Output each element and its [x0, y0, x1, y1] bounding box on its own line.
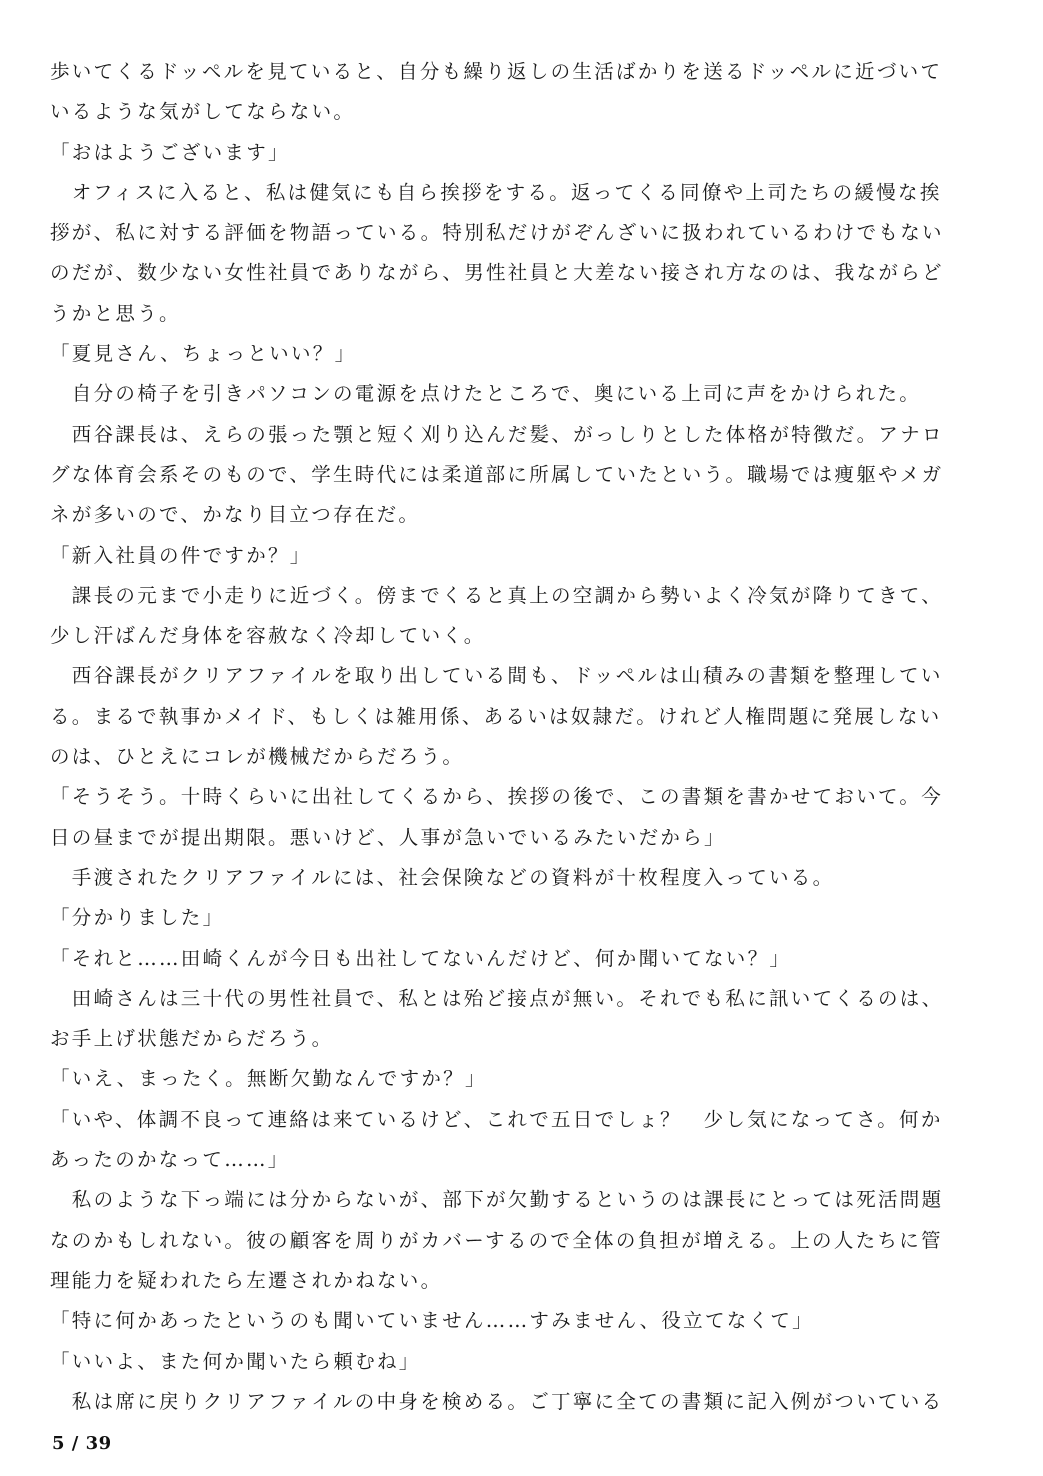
text-line: のは、ひとえにコレが機械だからだろう。 [50, 745, 465, 769]
text-line: 「いや、体調不良って連絡は来ているけど、これで五日でしょ？ 少し気になってさ。何か [50, 1107, 943, 1131]
text-line: お手上げ状態だからだろう。 [50, 1027, 334, 1051]
text-line: 課長の元まで小走りに近づく。傍までくると真上の空調から勢いよく冷気が降りてきて、 [50, 583, 944, 607]
text-line: 手渡されたクリアファイルには、社会保険などの資料が十枚程度入っている。 [50, 865, 835, 889]
text-line: 「新入社員の件ですか？」 [50, 543, 312, 567]
text-line: なのかもしれない。彼の顧客を周りがカバーするので全体の負担が増える。上の人たちに管 [50, 1228, 943, 1252]
text-line: 西谷課長は、えらの張った顎と短く刈り込んだ髪、がっしりとした体格が特徴だ。アナロ [50, 422, 944, 446]
text-line: 少し汗ばんだ身体を容赦なく冷却していく。 [50, 624, 486, 648]
text-line: のだが、数少ない女性社員でありながら、男性社員と大差ない接され方なのは、我ながらど [50, 261, 944, 285]
text-line: 「夏見さん、ちょっといい？」 [50, 342, 357, 366]
text-line: うかと思う。 [50, 301, 181, 325]
text-line: グな体育会系そのもので、学生時代には柔道部に所属していたという。職場では痩躯やメガ [50, 462, 944, 486]
text-line: 「そうそう。十時くらいに出社してくるから、挨拶の後で、この書類を書かせておいて。今 [50, 785, 944, 809]
text-line: 西谷課長がクリアファイルを取り出している間も、ドッペルは山積みの書類を整理してい [50, 664, 943, 688]
body-text [50, 52, 990, 1422]
text-line: 「特に何かあったというのも聞いていません……すみません、役立てなくて」 [50, 1309, 814, 1333]
page-number: 5 / 39 [52, 1433, 112, 1454]
text-line: 「いいよ、また何か聞いたら頼むね」 [50, 1349, 421, 1373]
text-line: 「おはようございます」 [50, 140, 290, 164]
text-line: 「分かりました」 [50, 906, 225, 930]
text-line: 日の昼までが提出期限。悪いけど、人事が急いでいるみたいだから」 [50, 825, 726, 849]
text-line: 「それと……田崎くんが今日も出社してないんだけど、何か聞いてない？」 [50, 946, 792, 970]
text-line: 「いえ、まったく。無断欠勤なんですか？」 [50, 1067, 487, 1091]
text-line: ネが多いので、かなり目立つ存在だ。 [50, 503, 421, 527]
text-line: あったのかなって……」 [50, 1148, 290, 1172]
text-line: いるような気がしてならない。 [50, 100, 356, 124]
text-line: 自分の椅子を引きパソコンの電源を点けたところで、奥にいる上司に声をかけられた。 [50, 382, 922, 406]
text-line: 私のような下っ端には分からないが、部下が欠勤するというのは課長にとっては死活問題 [50, 1188, 944, 1212]
text-line: オフィスに入ると、私は健気にも自ら挨拶をする。返ってくる同僚や上司たちの緩慢な挨 [50, 180, 942, 204]
text-line: 田崎さんは三十代の男性社員で、私とは殆ど接点が無い。それでも私に訊いてくるのは、 [50, 986, 944, 1010]
text-line: 拶が、私に対する評価を物語っている。特別私だけがぞんざいに扱われているわけでもない [50, 221, 944, 245]
text-line: る。まるで執事かメイド、もしくは雑用係、あるいは奴隷だ。けれど人権問題に発展しない [50, 704, 942, 728]
text-line: 歩いてくるドッペルを見ていると、自分も繰り返しの生活ばかりを送るドッペルに近づいて [50, 60, 943, 83]
text-line: 理能力を疑われたら左遷されかねない。 [50, 1268, 443, 1292]
text-line: 私は席に戻りクリアファイルの中身を検める。ご丁寧に全ての書類に記入例がついている [50, 1389, 944, 1413]
